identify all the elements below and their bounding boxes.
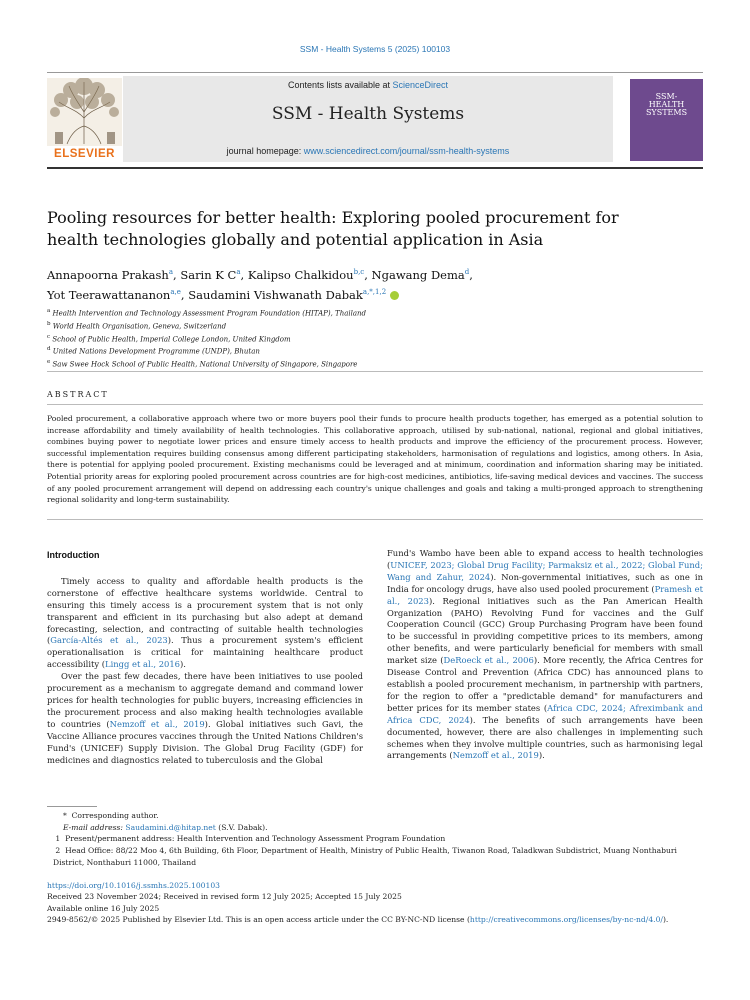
intro-paragraph-3 bbox=[387, 548, 703, 762]
affiliation-text: School of Public Health, Imperial College London, United Kingdom bbox=[52, 334, 291, 343]
author-separator: , bbox=[240, 267, 248, 282]
author-affiliation-marker[interactable]: d bbox=[464, 268, 470, 276]
paragraph-text: ). Thus a procurement system's efficient operationalisation is critical for maintaining healthcare product accessibility ( bbox=[47, 635, 363, 670]
intro-paragraph-1 bbox=[47, 576, 363, 671]
citation-link[interactable]: UNICEF, 2023; Global Drug Facility; Parmaksiz et al., 2022; Global Fund; Wang and Zahur, 2024 bbox=[387, 559, 703, 582]
affiliation-text: United Nations Development Programme (UNDP), Bhutan bbox=[52, 347, 260, 356]
header-bottom-rule bbox=[47, 167, 703, 169]
affiliation-item bbox=[47, 357, 667, 370]
journal-citation[interactable]: SSM - Health Systems 5 (2025) 100103 bbox=[299, 44, 451, 54]
author-affiliation-marker[interactable]: a,*,1,2 bbox=[362, 287, 387, 296]
citation-link[interactable]: Nemzoff et al., 2019 bbox=[452, 750, 539, 761]
footnotes bbox=[47, 810, 703, 869]
affiliation-key: b bbox=[47, 320, 51, 327]
journal-cover[interactable] bbox=[630, 79, 703, 161]
paragraph-text: Timely access to quality and affordable health products is the cornerstone of effective healthcare systems worldwide. Central to ensuring this timely access is a procurement system that is not only transparent and efficient in its purchasing but also adept at demand forecasting, selection, and contracting of suitable health technologies ( bbox=[47, 575, 363, 646]
license-prefix: 2949-8562/© 2025 Published by Elsevier Ltd. This is an open access article under the CC BY-NC-ND license ( bbox=[47, 915, 470, 925]
author-name: Ngawang Dema bbox=[371, 267, 465, 282]
email-link[interactable]: Saudamini.d@hitap.net bbox=[125, 822, 216, 832]
paragraph-text: ). bbox=[538, 750, 545, 761]
orcid-icon[interactable] bbox=[390, 291, 399, 300]
affiliation-key: e bbox=[47, 359, 51, 366]
journal-homepage bbox=[123, 146, 613, 156]
affiliation-text: World Health Organisation, Geneva, Switzerland bbox=[52, 322, 227, 331]
footnote-1 bbox=[47, 833, 703, 845]
header-top-rule bbox=[47, 72, 703, 73]
homepage-prefix: journal homepage: bbox=[226, 146, 304, 156]
affiliation-key: c bbox=[47, 333, 51, 340]
paragraph-text: Fund's Wambo have been able to expand access to health technologies ( bbox=[387, 548, 703, 570]
author-separator: , bbox=[180, 287, 189, 302]
citation-link[interactable]: García-Altés et al., 2023 bbox=[50, 635, 168, 646]
abstract-heading: ABSTRACT bbox=[47, 390, 109, 399]
affiliation-text: Saw Swee Hock School of Public Health, National University of Singapore, Singapore bbox=[52, 360, 358, 369]
email-note bbox=[47, 822, 703, 834]
author-name: Saudamini Vishwanath Dabak bbox=[188, 287, 363, 302]
email-suffix: (S.V. Dabak). bbox=[215, 822, 268, 832]
affiliation-item bbox=[47, 306, 667, 319]
body-column-right bbox=[387, 548, 703, 762]
corresponding-author-note bbox=[47, 810, 703, 822]
available-online: Available online 16 July 2025 bbox=[47, 903, 160, 913]
paragraph-text: ). Non-governmental initiatives, such as one in India for oncology drugs, have also used pooled procurement ( bbox=[387, 571, 703, 594]
paragraph-text: Over the past few decades, there have been initiatives to use pooled procurement as a mechanism to aggregate demand and command lower prices for health technologies for public buyers, increasing efficiencies in the procurement process and also making health technologies available to countries ( bbox=[47, 671, 363, 729]
license-statement bbox=[47, 914, 703, 925]
footnote-rule bbox=[47, 806, 97, 807]
intro-paragraph-2 bbox=[47, 671, 363, 766]
body-column-left bbox=[47, 546, 363, 766]
author-name: Kalipso Chalkidou bbox=[247, 267, 354, 282]
footnote-marker: 2 bbox=[53, 846, 66, 856]
footnote-2 bbox=[47, 845, 703, 868]
contents-prefix: Contents lists available at bbox=[287, 80, 393, 90]
citation-link[interactable]: Nemzoff et al., 2019 bbox=[109, 718, 205, 729]
affiliation-text: Health Intervention and Technology Assessment Program Foundation (HITAP), Thailand bbox=[52, 309, 367, 318]
author-separator: , bbox=[364, 267, 372, 282]
email-label: E-mail address: bbox=[63, 822, 126, 832]
citation-link[interactable]: Lingg et al., 2016 bbox=[105, 659, 181, 670]
abstract-body: Pooled procurement, a collaborative approach where two or more buyers pool their funds to procure health products together, has emerged as a potential solution to increase affordability and timely availability of health technologies. This collaborative approach, utilised by sub-national, national, regional and global initiatives, combines buying power to negotiate lower prices and ensure timely access to health products and improve the efficiency of the procurement process. However, successful implementation requires building consensus among different participating stakeholders, harmonisation of regulations and logistics, among others. In Asia, there is potential for applying pooled procurement. Existing mechanisms could be leveraged and at minimum, coordination and information sharing may be initiated. Potential priority areas for exploring pooled procurement across countries are for high-cost medicines, antibiotics, life-saving medical devices and vaccines. The success of any pooled procurement arrangement will depend on addressing each country's unique challenges and goals and taking a multi-pronged approach to strengthening regional solidarity and long-term sustainability. bbox=[47, 414, 703, 505]
citation-link[interactable]: DeRoeck et al., 2006 bbox=[443, 655, 534, 666]
abstract-top-rule bbox=[47, 371, 703, 372]
paragraph-text: ). The benefits of such arrangements have been documented, however, there are also challenges in implementing such schemes when they involve multiple countries, such as harmonising legal arrangements ( bbox=[387, 714, 703, 761]
homepage-link[interactable]: www.sciencedirect.com/journal/ssm-health-systems bbox=[303, 146, 510, 156]
paragraph-text: ). bbox=[180, 659, 186, 670]
abstract-heading-rule bbox=[47, 404, 703, 405]
corresponding-text: Corresponding author. bbox=[71, 811, 159, 820]
paragraph-text: ). Global initiatives such Gavi, the Vaccine Alliance procures vaccines through the United Nations Children's Fund's (UNICEF) Supply Division. The Global Drug Facility (GDF) for medicines and diagnostics related to tuberculosis and the Global bbox=[47, 718, 364, 765]
license-link[interactable]: http://creativecommons.org/licenses/by-nc-nd/4.0/ bbox=[469, 915, 663, 925]
footnote-text: Present/permanent address: Health Intervention and Technology Assessment Program Foundation bbox=[65, 834, 446, 844]
footnote-marker: 1 bbox=[53, 834, 66, 844]
journal-name: SSM - Health Systems bbox=[271, 104, 465, 124]
author-name: Sarin K C bbox=[180, 267, 237, 282]
received-dates: Received 23 November 2024; Received in revised form 12 July 2025; Accepted 15 July 2025 bbox=[47, 892, 402, 902]
affiliation-key: d bbox=[47, 346, 51, 353]
author-name: Yot Teerawattananon bbox=[47, 287, 171, 302]
author-affiliation-marker[interactable]: a bbox=[168, 268, 174, 276]
contents-available bbox=[123, 80, 613, 90]
author-list bbox=[47, 264, 667, 304]
asterisk-marker: * bbox=[63, 811, 72, 820]
paragraph-text: ). Regional initiatives such as the Pan American Health Organization (PAHO) Revolving Fund for vaccines and the Gulf Cooperation Council (GCC) Group Purchasing Program have been found to be successful in providing competitive prices to its members, among other benefits, and were particularly beneficial for members with small market size ( bbox=[387, 595, 703, 666]
citation-link[interactable]: Pramesh et al., 2023 bbox=[387, 583, 703, 606]
affiliation-item bbox=[47, 332, 667, 345]
citation-link[interactable]: Africa CDC, 2024; Afreximbank and Africa CDC, 2024 bbox=[387, 702, 703, 725]
introduction-heading: Introduction bbox=[47, 550, 100, 560]
author-separator: , bbox=[469, 267, 473, 282]
affiliation-key: a bbox=[47, 308, 51, 314]
publication-info bbox=[47, 880, 703, 926]
abstract-bottom-rule bbox=[47, 519, 703, 520]
license-suffix: ). bbox=[662, 915, 669, 925]
author-separator: , bbox=[173, 267, 181, 282]
affiliation-item bbox=[47, 344, 667, 357]
doi-link[interactable]: https://doi.org/10.1016/j.ssmhs.2025.100103 bbox=[47, 881, 220, 890]
author-name: Annapoorna Prakash bbox=[47, 267, 169, 282]
author-affiliation-marker[interactable]: b,c bbox=[353, 268, 365, 276]
article-title: Pooling resources for better health: Exploring pooled procurement for health technologies globally and potential application in Asia bbox=[47, 208, 619, 249]
footnote-text: Head Office: 88/22 Moo 4, 6th Building, 6th Floor, Department of Health, Ministry of Public Health, Tiwanon Road, Taladkwan Subdistrict, Muang Nonthaburi District, Nonthaburi 11000, Thailand bbox=[53, 846, 677, 867]
affiliation-list bbox=[47, 306, 667, 370]
affiliation-item bbox=[47, 319, 667, 332]
sciencedirect-link[interactable]: ScienceDirect bbox=[392, 80, 449, 90]
paragraph-text: ). More recently, the Africa Centres for Disease Control and Prevention (Africa CDC) has announced plans to establish a pooled procurement mechanism, in partnership with partners, for the region to offer a "predictable demand" for manufacturers and better prices for its member states ( bbox=[387, 655, 704, 713]
elsevier-wordmark[interactable]: ELSEVIER bbox=[54, 148, 115, 160]
elsevier-tree-icon bbox=[47, 78, 122, 146]
cover-title: SSM- HEALTH SYSTEMS bbox=[645, 92, 688, 117]
author-affiliation-marker[interactable]: a bbox=[236, 268, 241, 276]
author-affiliation-marker[interactable]: a,e bbox=[170, 287, 181, 296]
